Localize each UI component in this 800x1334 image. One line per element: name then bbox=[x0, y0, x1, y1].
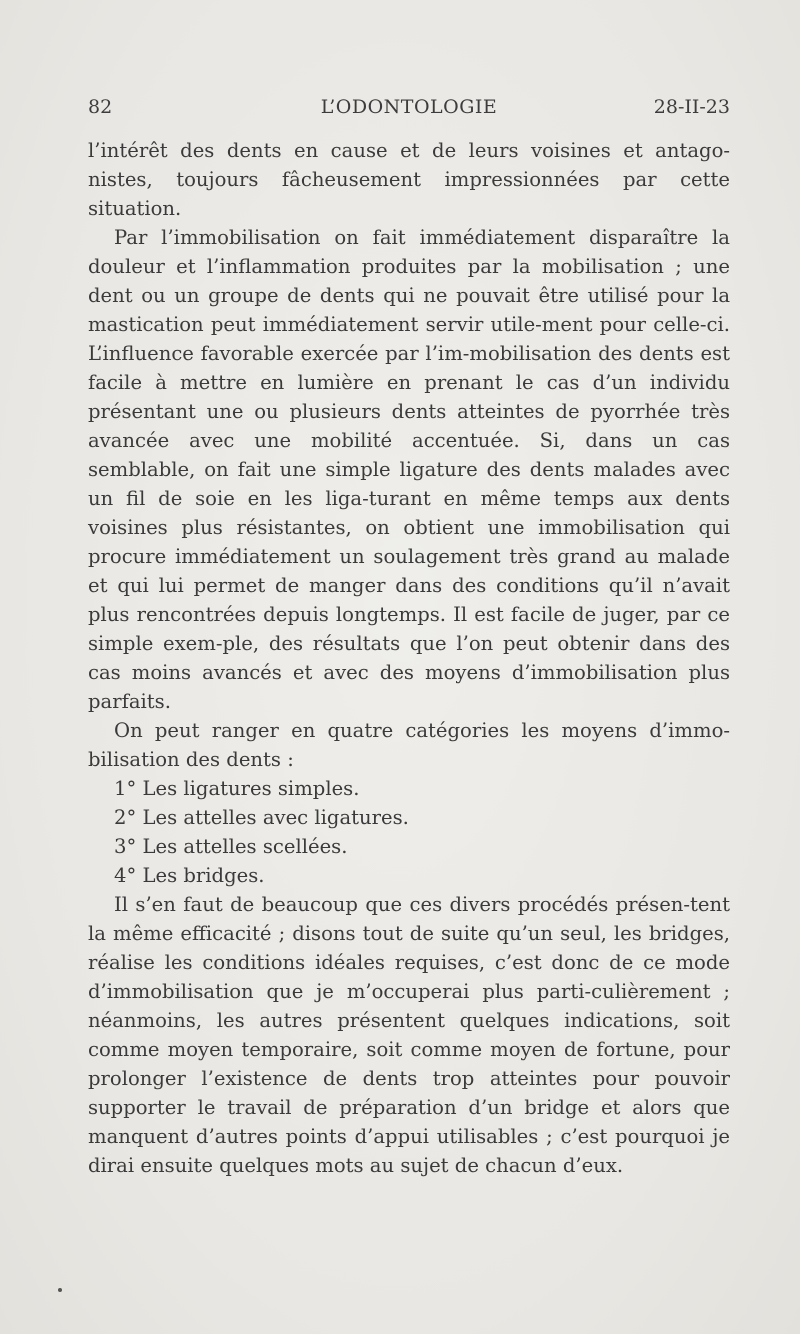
list-item: 4° Les bridges. bbox=[114, 864, 265, 887]
paragraph-closing: Il s’en faut de beaucoup que ces divers procédés présen-tent la même efficacité ; disons tout de suite qu’un seul, les bridges, réalise les conditions idéales requises, c’est donc de ce mode d’immobilisation que je m’occuperai plus parti-culièrement ; néanmoins, les autres présentent quelques indications, soit comme moyen temporaire, soit comme moyen de fortune, pour prolonger l’existence de dents trop atteintes pour pouvoir supporter le travail de préparation d’un bridge et alors que manquent d’autres points d’appui utilisables ; c’est pourquoi je dirai ensuite quelques mots au sujet de chacun d’eux. bbox=[88, 893, 730, 1177]
list-item: 2° Les attelles avec ligatures. bbox=[114, 806, 409, 829]
paragraph-immobilisation: Par l’immobilisation on fait immédiatement disparaître la douleur et l’inflammation produites par la mobilisation ; une dent ou un groupe de dents qui ne pouvait être utilisé pour la mastication peut immédiatement servir utile-ment pour celle-ci. L’influence favorable exercée par l’im-mobilisation des dents est facile à mettre en lumière en prenant le cas d’un individu présentant une ou plusieurs dents atteintes de pyorrhée très avancée avec une mobilité accentuée. Si, dans un cas semblable, on fait une simple ligature des dents malades avec un fil de soie en les liga-turant en même temps aux dents voisines plus résistantes, on obtient une immobilisation qui procure immédiatement un soulagement très grand au malade et qui lui permet de manger dans des conditions qu’il n’avait plus rencontrées depuis longtemps. Il est facile de juger, par ce simple exem-ple, des résultats que l’on peut obtenir dans des cas moins avancés et avec des moyens d’immobilisation plus parfaits. bbox=[88, 226, 730, 713]
page-number: 82 bbox=[88, 96, 113, 118]
category-list bbox=[88, 774, 730, 890]
list-item: 3° Les attelles scellées. bbox=[114, 835, 348, 858]
page-header bbox=[88, 96, 730, 126]
list-item: 1° Les ligatures simples. bbox=[114, 777, 360, 800]
paragraph-continued: l’intérêt des dents en cause et de leurs voisines et antago-nistes, toujours fâcheusement impressionnées par cette situation. bbox=[88, 139, 730, 220]
issue-date: 28-II-23 bbox=[653, 96, 730, 118]
paragraph-categories: On peut ranger en quatre catégories les moyens d’immo-bilisation des dents : bbox=[88, 719, 730, 771]
running-title: L’ODONTOLOGIE bbox=[320, 96, 498, 118]
ink-speck bbox=[58, 1288, 62, 1292]
body-text bbox=[88, 136, 730, 1180]
